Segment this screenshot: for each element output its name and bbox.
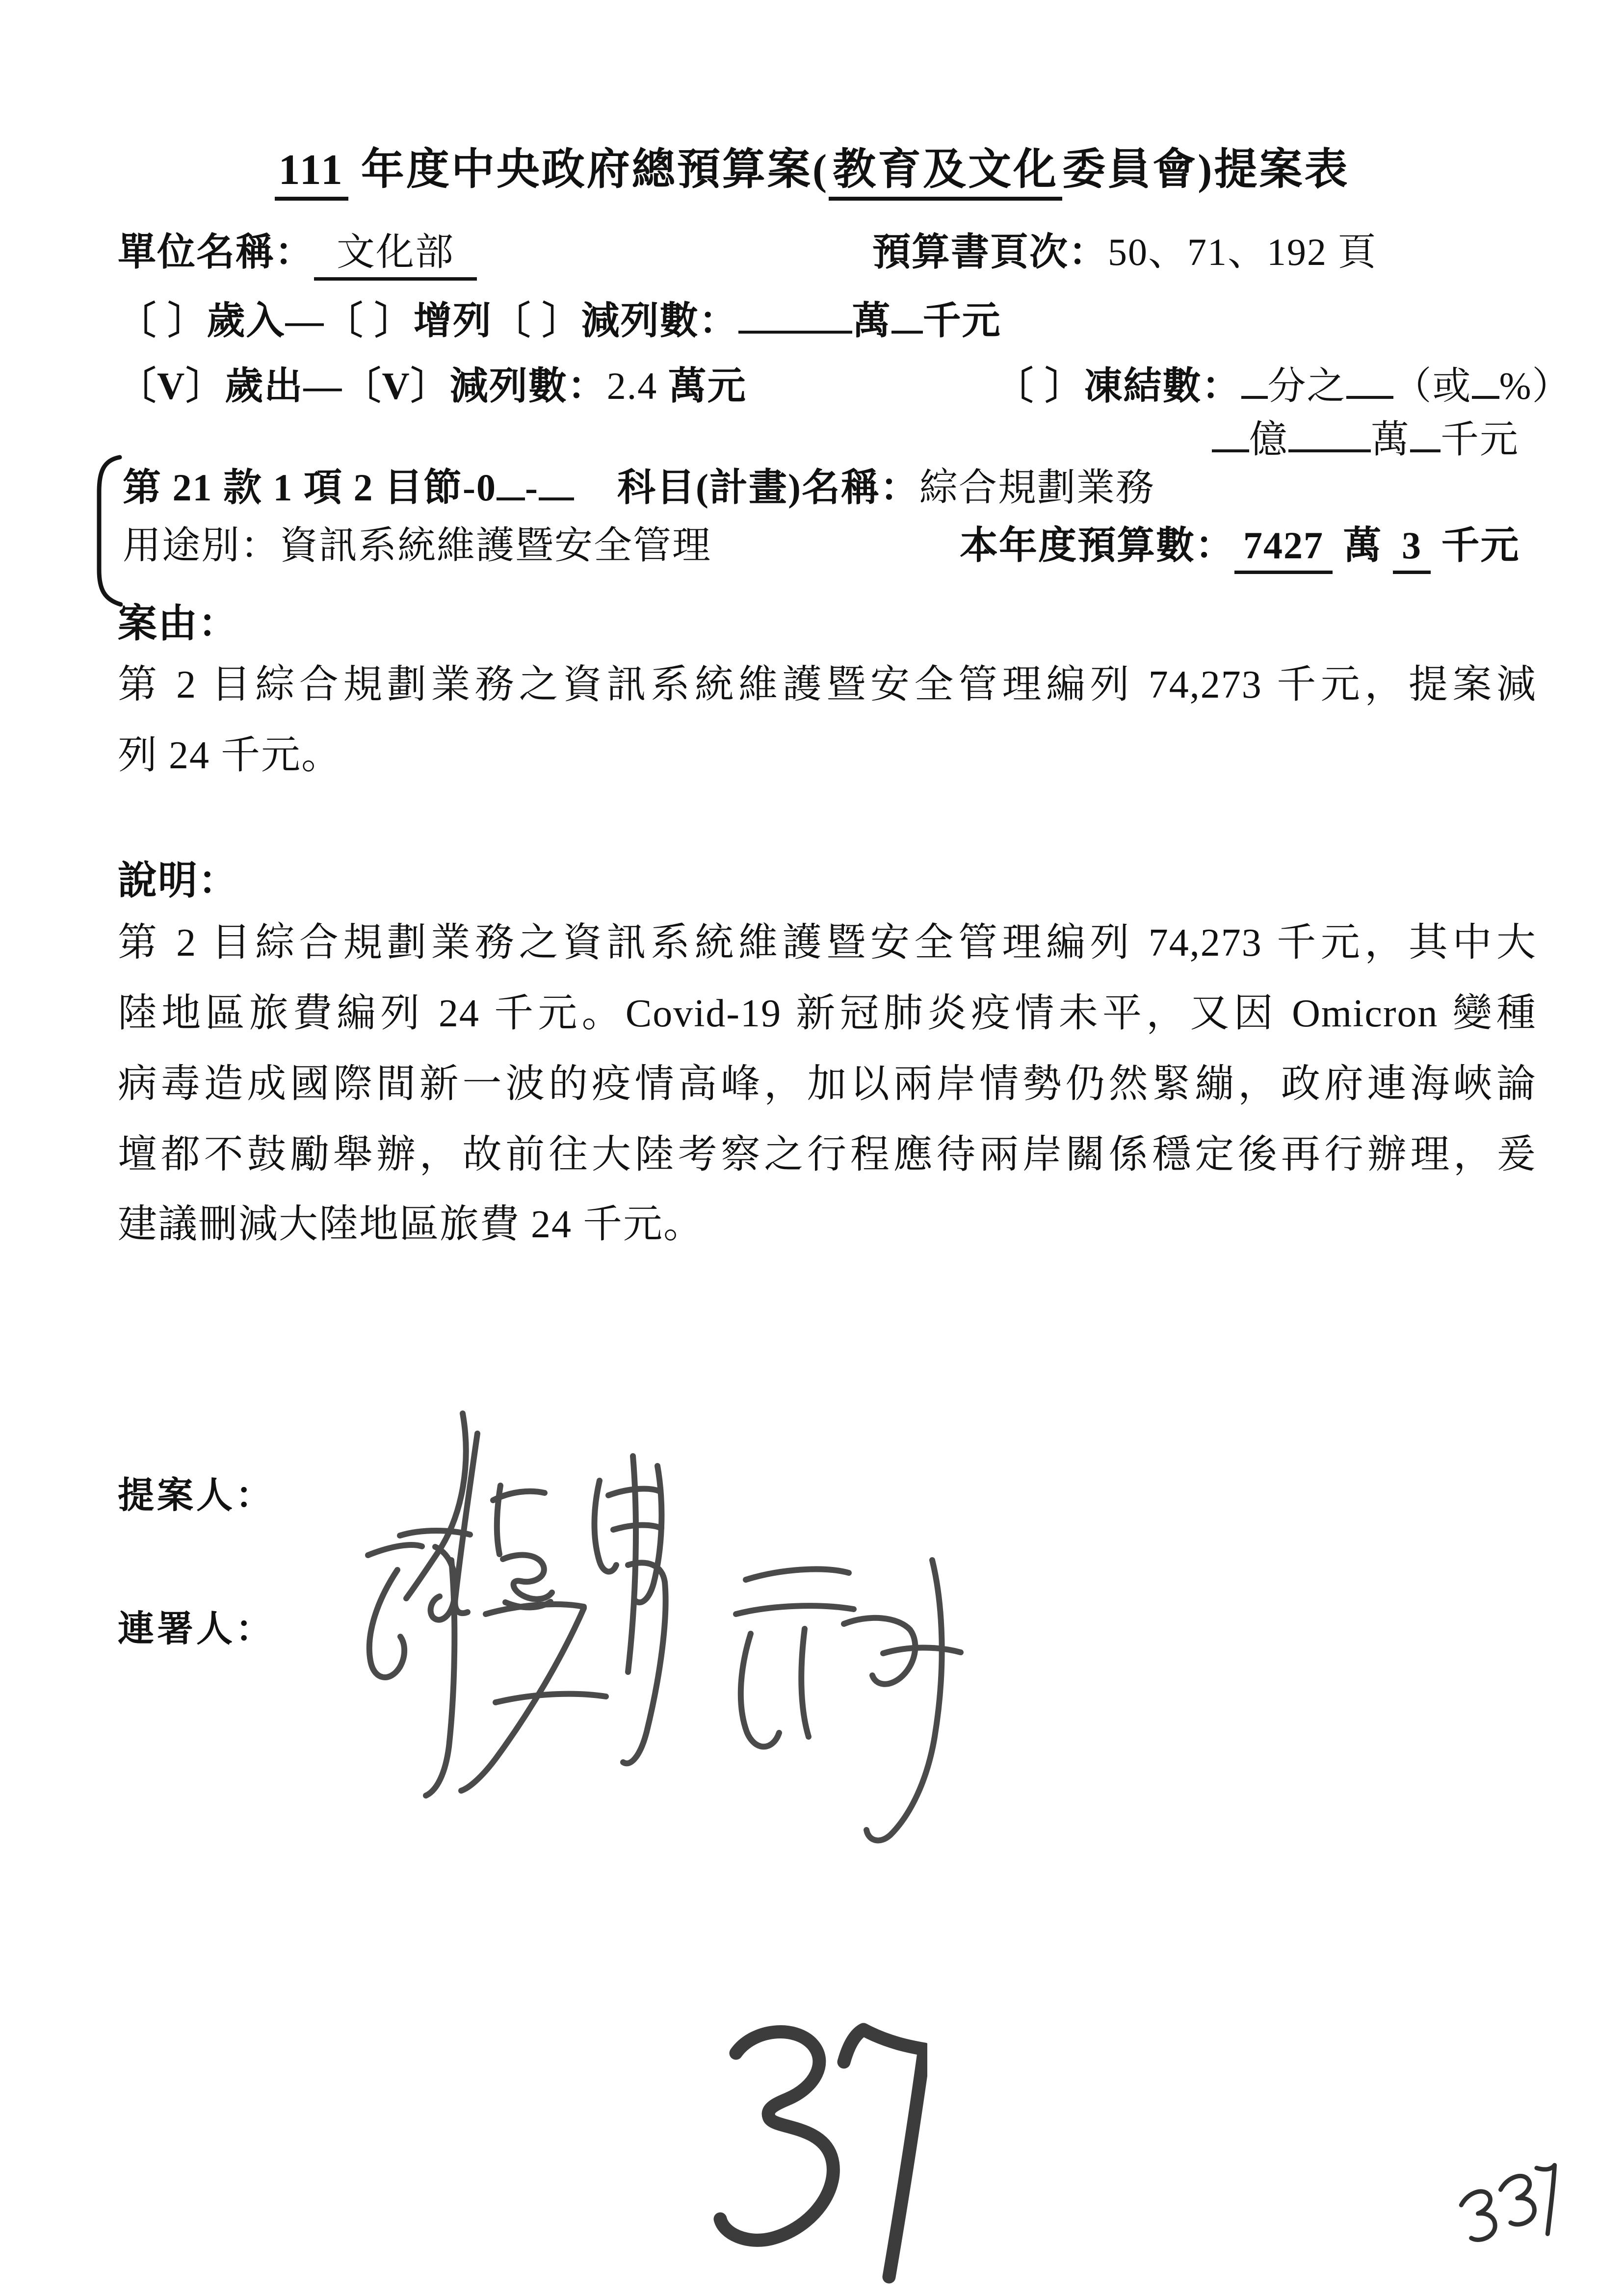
usage-value: 資訊系統維護暨安全管理	[280, 524, 712, 567]
freeze-or-text: （或	[1393, 365, 1472, 407]
usage-label: 用途別：	[123, 524, 280, 567]
corner-page-number	[1448, 2162, 1564, 2257]
annual-budget-label: 本年度預算數：	[960, 524, 1235, 567]
annual-budget-number2-underlined: 3	[1393, 524, 1431, 574]
add-checkbox: 〔 〕	[324, 299, 414, 342]
explanation-heading: 說明：	[118, 860, 238, 903]
handwritten-page-number	[697, 2004, 927, 2284]
blank-line	[1472, 365, 1499, 399]
expense-cut-value: 2.4	[606, 365, 668, 407]
expense-cut-checkbox-checked: 〔V〕	[342, 365, 450, 407]
annual-budget-number-underlined: 7427	[1234, 524, 1333, 574]
income-label: 歲入	[207, 299, 286, 342]
explanation-line-5: 建議刪減大陸地區旅費 24 千元。	[118, 1203, 704, 1246]
cosigner-signatures	[339, 1540, 976, 1859]
subject-label: 科目(計畫)名稱：	[617, 466, 919, 509]
case-line-1: 第 2 目綜合規劃業務之資訊系統維護暨安全管理編列 74,273 千元，提案減	[118, 663, 1537, 706]
unit-name-value: 文化部	[314, 231, 477, 281]
page-title	[0, 146, 1624, 195]
cut-checkbox: 〔 〕	[492, 299, 581, 342]
freeze-amount-line	[1212, 418, 1519, 461]
freeze-checkbox: 〔 〕	[995, 365, 1084, 407]
amount-qian: 千元	[1441, 418, 1519, 461]
freeze-fenzhi-text: 分之	[1267, 365, 1346, 407]
blank-line	[1410, 418, 1441, 452]
title-year-underlined: 111	[275, 146, 348, 201]
blank-line	[1288, 418, 1371, 452]
title-pre: 年度中央政府總預算案(	[348, 146, 829, 194]
add-label: 增列	[414, 299, 493, 342]
annual-budget-qian: 千元	[1431, 524, 1520, 567]
unit-name-label: 單位名稱：	[118, 231, 314, 273]
expense-checkbox-checked: 〔V〕	[118, 365, 225, 407]
budget-pages-row	[872, 231, 1377, 273]
budget-pages-label: 預算書頁次：	[872, 231, 1108, 273]
title-post: 委員會)提案表	[1062, 146, 1350, 194]
budget-item-row	[123, 466, 1155, 509]
income-dash: —	[285, 299, 325, 342]
freeze-row	[995, 365, 1572, 407]
annual-budget-wan: 萬	[1333, 524, 1393, 567]
subject-value: 綜合規劃業務	[919, 466, 1155, 509]
case-line-2: 列 24 千元。	[118, 734, 341, 777]
freeze-percent-text: %）	[1499, 365, 1572, 407]
income-unit-qian: 千元	[922, 299, 1001, 342]
expense-dash: —	[303, 365, 343, 407]
unit-name-row	[118, 231, 477, 273]
income-checkbox: 〔 〕	[118, 299, 207, 342]
explanation-line-1: 第 2 目綜合規劃業務之資訊系統維護暨安全管理編列 74,273 千元，其中大	[118, 921, 1537, 965]
explanation-line-2: 陸地區旅費編列 24 千元。Covid-19 新冠肺炎疫情未平，又因 Omicron 變種	[118, 992, 1537, 1035]
explanation-line-3: 病毒造成國際間新一波的疫情高峰，加以兩岸情勢仍然緊繃，政府連海峽論	[118, 1063, 1537, 1106]
income-unit-wan: 萬	[852, 299, 891, 342]
explanation-line-4: 壇都不鼓勵舉辦，故前往大陸考察之行程應待兩岸關係穩定後再行辦理，爰	[118, 1133, 1537, 1176]
case-heading: 案由：	[118, 602, 238, 646]
expense-cut-unit: 萬元	[668, 365, 747, 407]
budget-pages-value: 50、71、192 頁	[1108, 231, 1377, 273]
expense-label: 歲出	[225, 365, 304, 407]
blank-line	[1241, 365, 1268, 399]
cosigner-label: 連署人：	[118, 1609, 275, 1649]
expense-row	[118, 365, 747, 407]
left-brace-decoration	[90, 453, 123, 610]
blank-line	[738, 299, 852, 334]
blank-line	[497, 466, 525, 500]
clause-text: 第 21 款 1 項 2 目節-0	[123, 466, 497, 509]
income-row	[118, 299, 1001, 342]
blank-line	[1346, 365, 1393, 399]
amount-wan: 萬	[1371, 418, 1411, 461]
blank-line	[891, 299, 923, 334]
annual-budget-row	[960, 524, 1520, 567]
proposer-label: 提案人：	[118, 1476, 275, 1516]
title-committee-underlined: 教育及文化	[829, 146, 1062, 201]
blank-line	[539, 466, 574, 500]
blank-line	[1212, 418, 1249, 452]
usage-row	[123, 524, 711, 567]
amount-yi: 億	[1249, 418, 1289, 461]
expense-cut-label: 減列數：	[449, 365, 607, 407]
freeze-label: 凍結數：	[1084, 365, 1241, 407]
cut-amount-label: 減列數：	[581, 299, 738, 342]
clause-dash: -	[524, 466, 539, 509]
